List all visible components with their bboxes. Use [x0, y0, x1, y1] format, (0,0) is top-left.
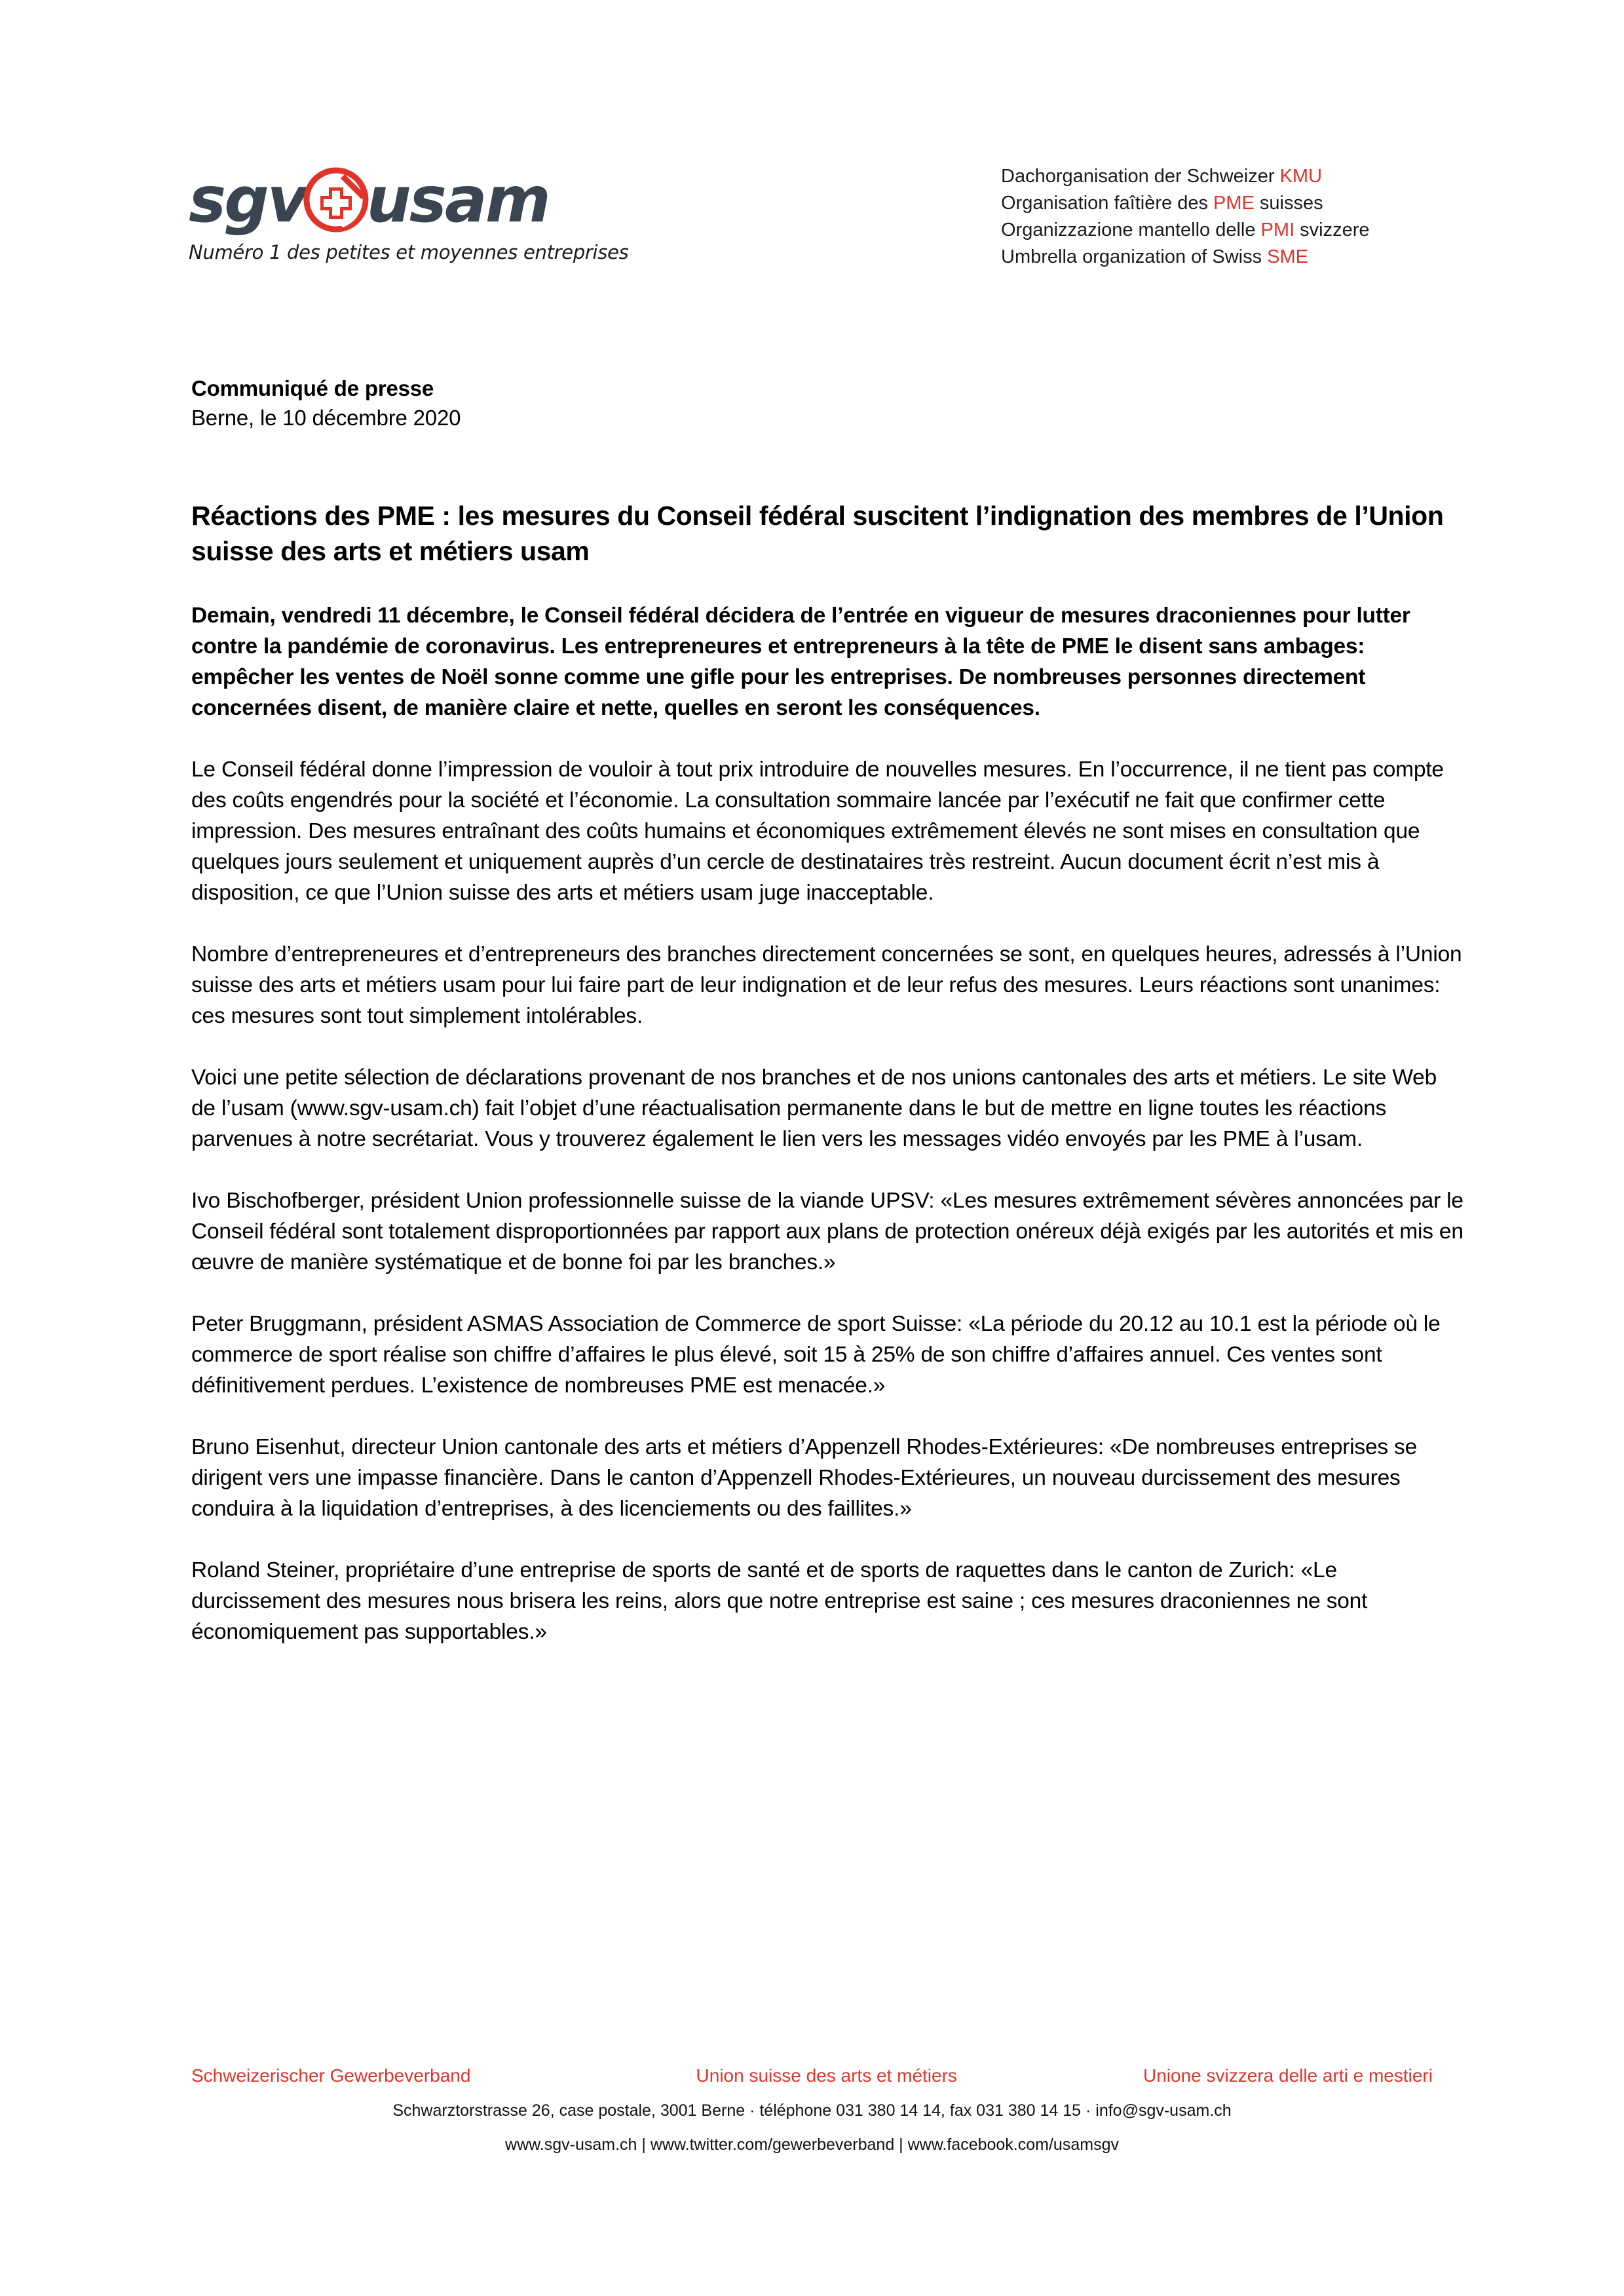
header-language-line-fr: [1001, 190, 1370, 217]
page-header: [0, 147, 1624, 285]
lang-fr-prefix: Organisation faîtière des: [1001, 193, 1214, 214]
lead-paragraph: Demain, vendredi 11 décembre, le Conseil fédéral décidera de l’entrée en vigueur de mesures draconiennes pour lutter contre la pandémie de coronavirus. Les entrepreneures et entrepreneurs à la tête de PME le disent sans ambages: empêcher les ventes de Noël sonne comme une gifle pour les entreprises. De nombreuses personnes directement concernées disent, de manière claire et nette, quelles en seront les conséquences.: [191, 603, 1410, 720]
paragraph-spacer: [191, 723, 1465, 754]
logo-text-sgv: sgv: [189, 163, 307, 237]
quote-paragraph-bischofberger: Ivo Bischofberger, président Union professionnelle suisse de la viande UPSV: «Les mesures extrêmement sévères annoncées par le Conseil fédéral sont totalement disproportionnées par rapport aux plans de protection onéreux déjà exigés par les autorités et mis en œuvre de manière systématique et de bonne foi par les branches.»: [191, 1189, 1463, 1274]
swiss-cross-roundel-icon: [302, 166, 370, 234]
lang-en-accent: SME: [1267, 246, 1309, 267]
lang-it-prefix: Organizzazione mantello delle: [1001, 220, 1261, 240]
lang-en-prefix: Umbrella organization of Swiss: [1001, 246, 1268, 267]
organization-logo: [189, 164, 647, 263]
lang-it-suffix: svizzere: [1294, 220, 1370, 240]
header-language-line-de: [1001, 163, 1370, 190]
page-title: Réactions des PME : les mesures du Conseil fédéral suscitent l’indignation des membres de l’Union suisse des arts et métiers usam: [191, 501, 1444, 566]
paragraph-spacer: [191, 1524, 1465, 1555]
paragraph-spacer: [191, 908, 1465, 939]
body-paragraph: Nombre d’entrepreneures et d’entrepreneurs des branches directement concernées se sont, en quelques heures, adressés à l’Union suisse des arts et métiers usam pour lui faire part de leur indignation et de leur refus des mesures. Leurs réactions sont unanimes: ces mesures sont tout simplement intolérables.: [191, 942, 1462, 1028]
footer-org-fr: Union suisse des arts et métiers: [696, 2065, 957, 2086]
quote-paragraph-bruggmann: Peter Bruggmann, président ASMAS Association de Commerce de sport Suisse: «La période du 20.12 au 10.1 est la période où le commerce de sport réalise son chiffre d’affaires le plus élevé, soit 15 à 25% de son chiffre d’affaires annuel. Ces ventes sont définitivement perdues. L’existence de nombreuses PME est menacée.»: [191, 1312, 1441, 1398]
header-language-line-it: [1001, 217, 1370, 244]
footer-org-de: Schweizerischer Gewerbeverband: [191, 2065, 471, 2086]
document-body: [191, 373, 1465, 1647]
quote-paragraph-eisenhut: Bruno Eisenhut, directeur Union cantonale des arts et métiers d’Appenzell Rhodes-Extérieures: «De nombreuses entreprises se dirigent vers une impasse financière. Dans le canton d’Appenzell Rhodes-Extérieures, un nouveau durcissement des mesures conduira à la liquidation d’entreprises, à des licenciements ou des faillites.»: [191, 1435, 1418, 1521]
lang-fr-accent: PME: [1213, 193, 1255, 214]
lang-de-prefix: Dachorganisation der Schweizer: [1001, 166, 1280, 187]
body-paragraph: Le Conseil fédéral donne l’impression de vouloir à tout prix introduire de nouvelles mesures. En l’occurrence, il ne tient pas compte des coûts engendrés pour la société et l’économie. La consultation sommaire lancée par l’exécutif ne fait que confirmer cette impression. Des mesures entraînant des coûts humains et économiques extrêmement élevés ne sont mises en consultation que quelques jours seulement et uniquement auprès d’un cercle de destinataires très restreint. Aucun document écrit n’est mis à disposition, ce que l’Union suisse des arts et métiers usam juge inacceptable.: [191, 757, 1444, 905]
footer-address-line: Schwarztorstrasse 26, case postale, 3001 Berne · téléphone 031 380 14 14, fax 031 380 14 15 · info@sgv-usam.ch: [392, 2101, 1232, 2120]
footer-org-it: Unione svizzera delle arti e mestieri: [1143, 2065, 1433, 2086]
lang-it-accent: PMI: [1260, 220, 1295, 240]
logo-text-usam: usam: [366, 163, 549, 237]
release-place-date: Berne, le 10 décembre 2020: [191, 406, 461, 430]
paragraph-spacer: [191, 1031, 1465, 1062]
footer-links-line[interactable]: www.sgv-usam.ch | www.twitter.com/gewerbeverband | www.facebook.com/usamsgv: [505, 2135, 1119, 2154]
paragraph-spacer: [191, 1155, 1465, 1185]
lang-fr-suffix: suisses: [1254, 193, 1323, 214]
release-label: Communiqué de presse: [191, 376, 434, 400]
logo-tagline: Numéro 1 des petites et moyennes entreprises: [189, 241, 629, 263]
footer-organization-names: [0, 2063, 1624, 2089]
page-footer: [0, 2063, 1624, 2157]
paragraph-spacer: [191, 1401, 1465, 1432]
header-language-line-en: [1001, 244, 1370, 271]
header-language-lines: [1001, 163, 1370, 271]
paragraph-spacer: [191, 1278, 1465, 1309]
body-paragraph: Voici une petite sélection de déclarations provenant de nos branches et de nos unions cantonales des arts et métiers. Le site Web de l’usam (www.sgv-usam.ch) fait l’objet d’une réactualisation permanente dans le but de mettre en ligne toutes les réactions parvenues à notre secrétariat. Vous y trouverez également le lien vers les messages vidéo envoyés par les PME à l’usam.: [191, 1065, 1437, 1151]
lang-de-accent: KMU: [1279, 166, 1323, 187]
quote-paragraph-steiner: Roland Steiner, propriétaire d’une entreprise de sports de santé et de sports de raquettes dans le canton de Zurich: «Le durcissement des mesures nous brisera les reins, alors que notre entreprise est saine ; ces mesures draconiennes ne sont économiquement pas supportables.»: [191, 1558, 1368, 1644]
logo-wordmark: [189, 164, 647, 236]
